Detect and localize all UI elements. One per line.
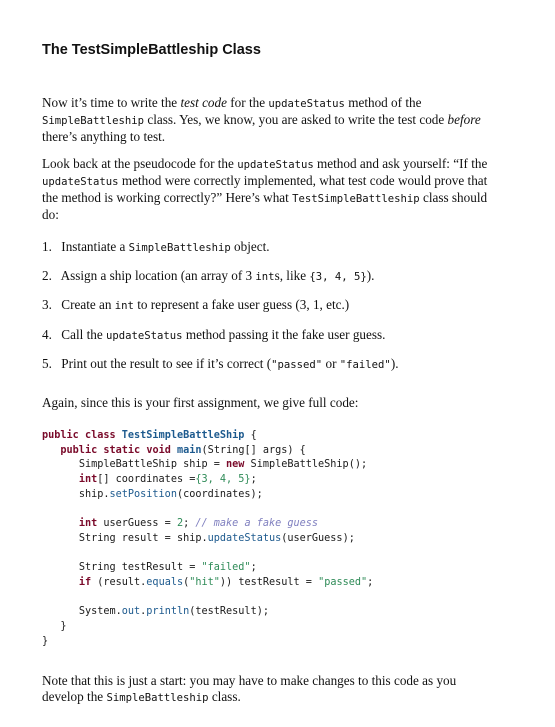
code-block	[42, 429, 373, 649]
list-item	[42, 268, 500, 297]
inline-code: int	[255, 271, 275, 284]
emphasis: test code	[180, 95, 227, 110]
text: ).	[366, 268, 375, 284]
text: class. Yes, we know, you are asked to write the test code	[144, 112, 448, 127]
lookback-paragraph	[42, 156, 500, 223]
text: s, like	[274, 268, 310, 284]
text: method were correctly implemented, what test code would prove that the method is working correctly?” Here’s what	[42, 173, 488, 205]
text: Look back at the pseudocode for the	[42, 156, 238, 171]
code-line: ship.setPosition(coordinates);	[78, 488, 263, 500]
code-line: String result = ship.updateStatus(userGuess);	[78, 532, 355, 544]
inline-code: "passed"	[271, 358, 323, 371]
code-line: public class TestSimpleBattleShip {	[42, 430, 257, 441]
text: method and ask yourself: “If the	[313, 156, 488, 171]
code-line: String testResult = "failed";	[78, 562, 257, 574]
code-line	[42, 502, 373, 517]
text: for the	[226, 95, 269, 110]
inline-code: updateStatus	[237, 159, 314, 171]
list-item	[42, 356, 500, 385]
code-line: }	[60, 620, 67, 632]
steps-list	[42, 239, 500, 385]
list-item	[42, 297, 500, 326]
item-number: 3.	[42, 297, 52, 313]
item-number: 1.	[42, 239, 52, 254]
code-line: }	[42, 635, 49, 647]
inline-code: int	[114, 300, 134, 313]
inline-code: TestSimpleBattleship	[292, 193, 420, 205]
inline-code: {3, 4, 5}	[309, 271, 367, 284]
item-number: 4.	[42, 326, 52, 342]
code-line: int[] coordinates ={3, 4, 5};	[78, 474, 257, 486]
note-paragraph	[42, 673, 500, 706]
text: Assign a ship location (an array of 3	[60, 268, 256, 284]
code-line: if (result.equals("hit")) testResult = "passed";	[78, 576, 374, 588]
intro-paragraph	[42, 95, 500, 145]
code-line	[42, 547, 373, 562]
inline-code: SimpleBattleship	[106, 692, 209, 704]
list-item	[42, 239, 500, 268]
section-title: The TestSimpleBattleship Class	[42, 42, 261, 58]
text: Create an	[61, 297, 115, 313]
text: Instantiate a	[61, 239, 129, 254]
code-line: System.out.println(testResult);	[78, 606, 269, 618]
text: Call the	[61, 326, 106, 342]
text: Print out the result to see if it’s correct (	[61, 355, 272, 371]
text: class should do:	[42, 190, 488, 222]
text: object.	[230, 239, 270, 254]
text: Note that this is just a start: you may have to make changes to this code as you develop the	[42, 673, 457, 704]
again-paragraph: Again, since this is your first assignment, we give full code:	[42, 395, 359, 410]
inline-code: updateStatus	[42, 176, 119, 188]
text: method of the	[344, 95, 422, 110]
code-line: SimpleBattleShip ship = new SimpleBattleShip();	[78, 459, 368, 471]
item-number: 2.	[42, 268, 52, 284]
inline-code: updateStatus	[268, 98, 345, 110]
text: method passing it the fake user guess.	[182, 326, 386, 342]
code-line	[42, 591, 373, 606]
code-line: public static void main(String[] args) {	[60, 444, 306, 456]
text: or	[322, 355, 340, 371]
inline-code: updateStatus	[105, 329, 183, 342]
text: there’s anything to test.	[42, 129, 166, 144]
emphasis: before	[447, 112, 481, 127]
inline-code: SimpleBattleship	[42, 115, 145, 127]
text: Now it’s time to write the	[42, 95, 181, 110]
list-item	[42, 327, 500, 356]
text: class.	[208, 689, 241, 704]
inline-code: SimpleBattleship	[128, 242, 231, 254]
inline-code: "failed"	[339, 358, 391, 371]
text: to represent a fake user guess (3, 1, etc.)	[133, 297, 350, 313]
code-line: int userGuess = 2; // make a fake guess	[78, 518, 319, 530]
item-number: 5.	[42, 355, 52, 371]
text: ).	[390, 355, 399, 371]
